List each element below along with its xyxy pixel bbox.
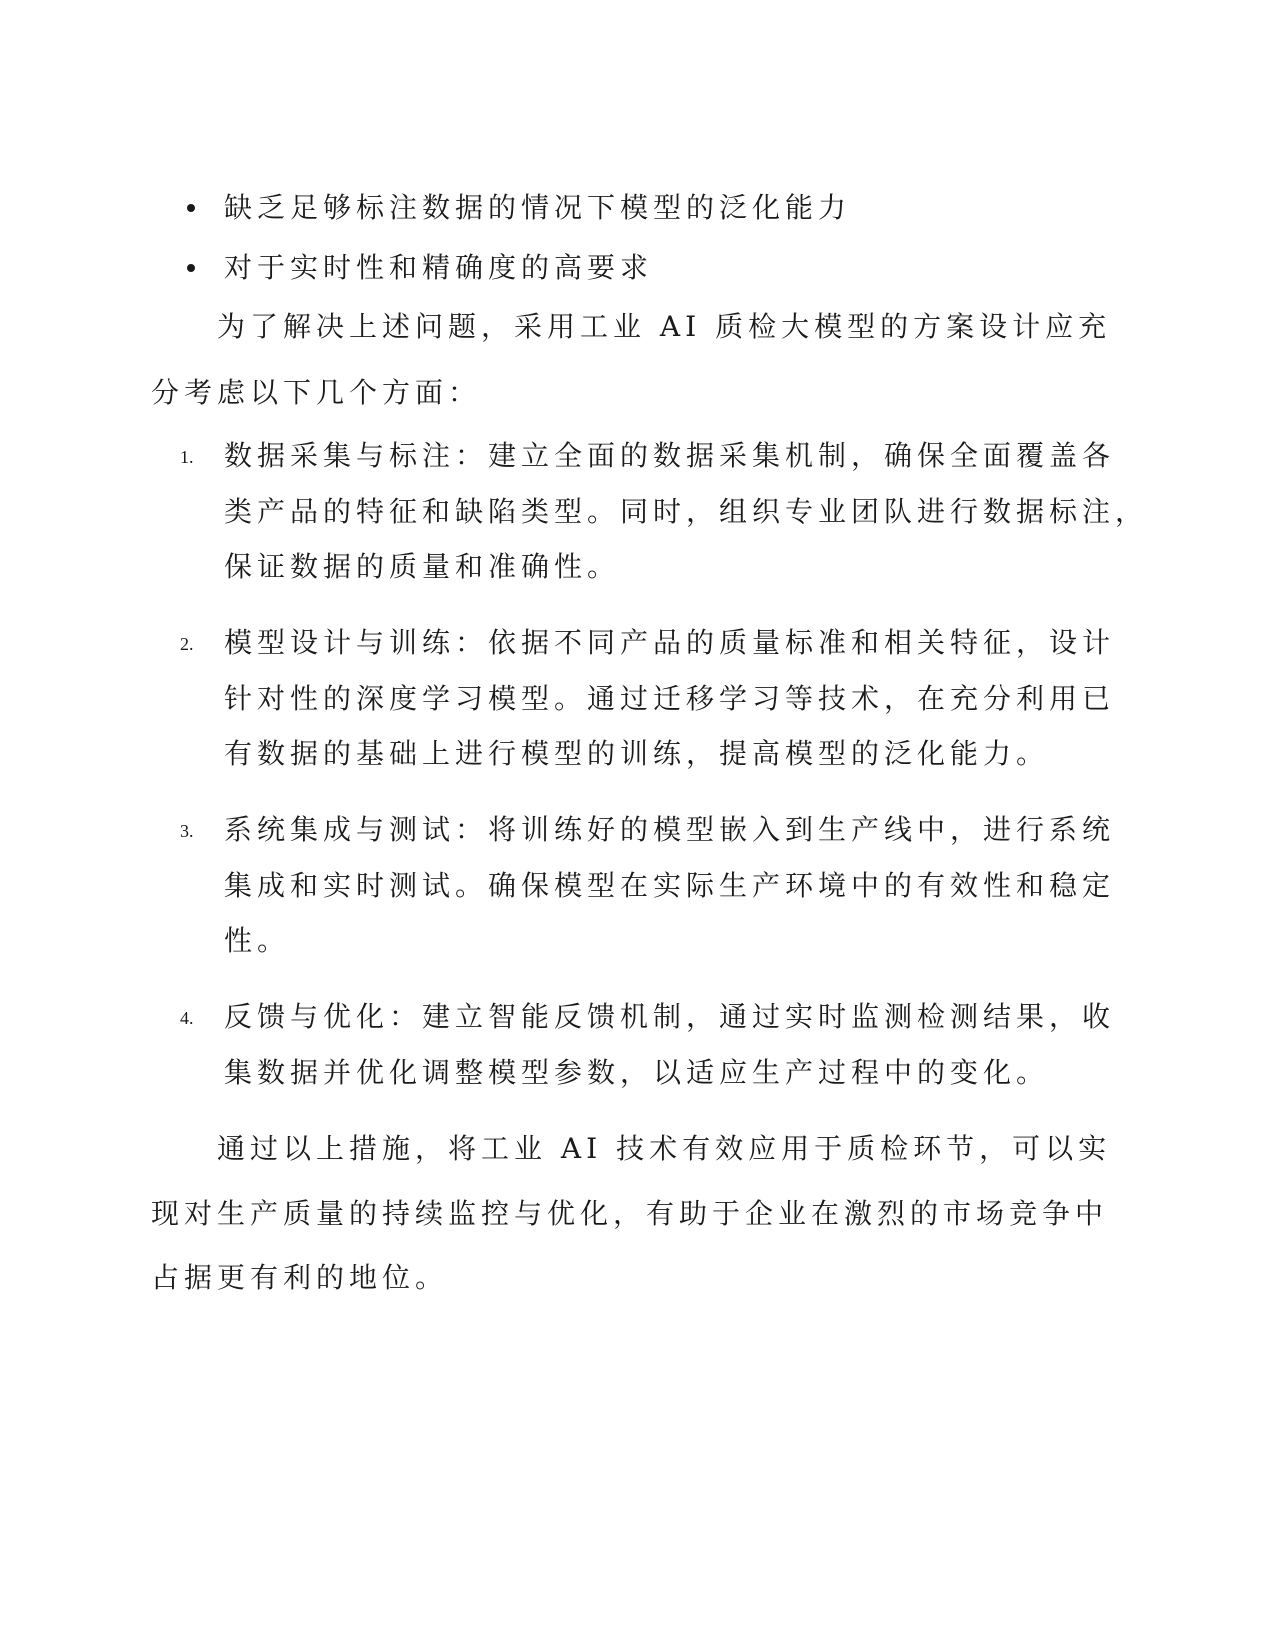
list-item-text <box>224 615 1234 782</box>
paragraph-line: 通过以上措施，将工业 AI 技术有效应用于质检环节，可以实 <box>217 1132 1112 1165</box>
list-number: 4. <box>180 1008 194 1028</box>
list-item-line: 针对性的深度学习模型。通过迁移学习等技术，在充分利用已 <box>224 681 1116 715</box>
bullet-list <box>0 178 1240 298</box>
bullet-dot-icon <box>187 204 195 212</box>
list-item-line: 数据采集与标注：建立全面的数据采集机制，确保全面覆盖各 <box>224 439 1116 472</box>
intro-paragraph <box>151 294 1231 426</box>
bullet-item <box>0 238 1240 298</box>
list-item-line: 模型设计与训练：依据不同产品的质量标准和相关特征，设计 <box>224 626 1116 659</box>
list-item-line: 性。 <box>224 924 291 957</box>
bullet-dot-icon <box>187 264 195 272</box>
list-item-line: 有数据的基础上进行模型的训练，提高模型的泛化能力。 <box>224 737 1050 770</box>
paragraph-line: 占据更有利的地位。 <box>151 1261 449 1294</box>
bullet-text: 缺乏足够标注数据的情况下模型的泛化能力 <box>224 191 852 224</box>
list-item-line: 系统集成与测试：将训练好的模型嵌入到生产线中，进行系统 <box>224 813 1116 846</box>
list-number: 1. <box>180 447 194 467</box>
bullet-text: 对于实时性和精确度的高要求 <box>224 251 654 284</box>
paragraph-line: 现对生产质量的持续监控与优化，有助于企业在激烈的市场竞争中 <box>151 1196 1109 1230</box>
list-item-line: 保证数据的质量和准确性。 <box>224 550 621 583</box>
list-item-line: 集成和实时测试。确保模型在实际生产环境中的有效性和稳定 <box>224 868 1116 902</box>
closing-paragraph <box>151 1117 1231 1311</box>
list-item-text <box>224 802 1234 969</box>
list-item-line: 反馈与优化：建立智能反馈机制，通过实时监测检测结果，收 <box>224 1000 1116 1033</box>
bullet-item <box>0 178 1240 238</box>
list-item-line: 集数据并优化调整模型参数，以适应生产过程中的变化。 <box>224 1055 1050 1089</box>
paragraph-line: 分考虑以下几个方面： <box>151 376 482 409</box>
list-item-line: 类产品的特征和缺陷类型。同时，组织专业团队进行数据标注， <box>224 494 1149 528</box>
paragraph-line: 为了解决上述问题，采用工业 AI 质检大模型的方案设计应充 <box>217 310 1112 343</box>
list-item-text <box>224 989 1234 1100</box>
list-item-text <box>224 428 1234 595</box>
list-number: 2. <box>180 634 194 654</box>
list-number: 3. <box>180 821 194 841</box>
